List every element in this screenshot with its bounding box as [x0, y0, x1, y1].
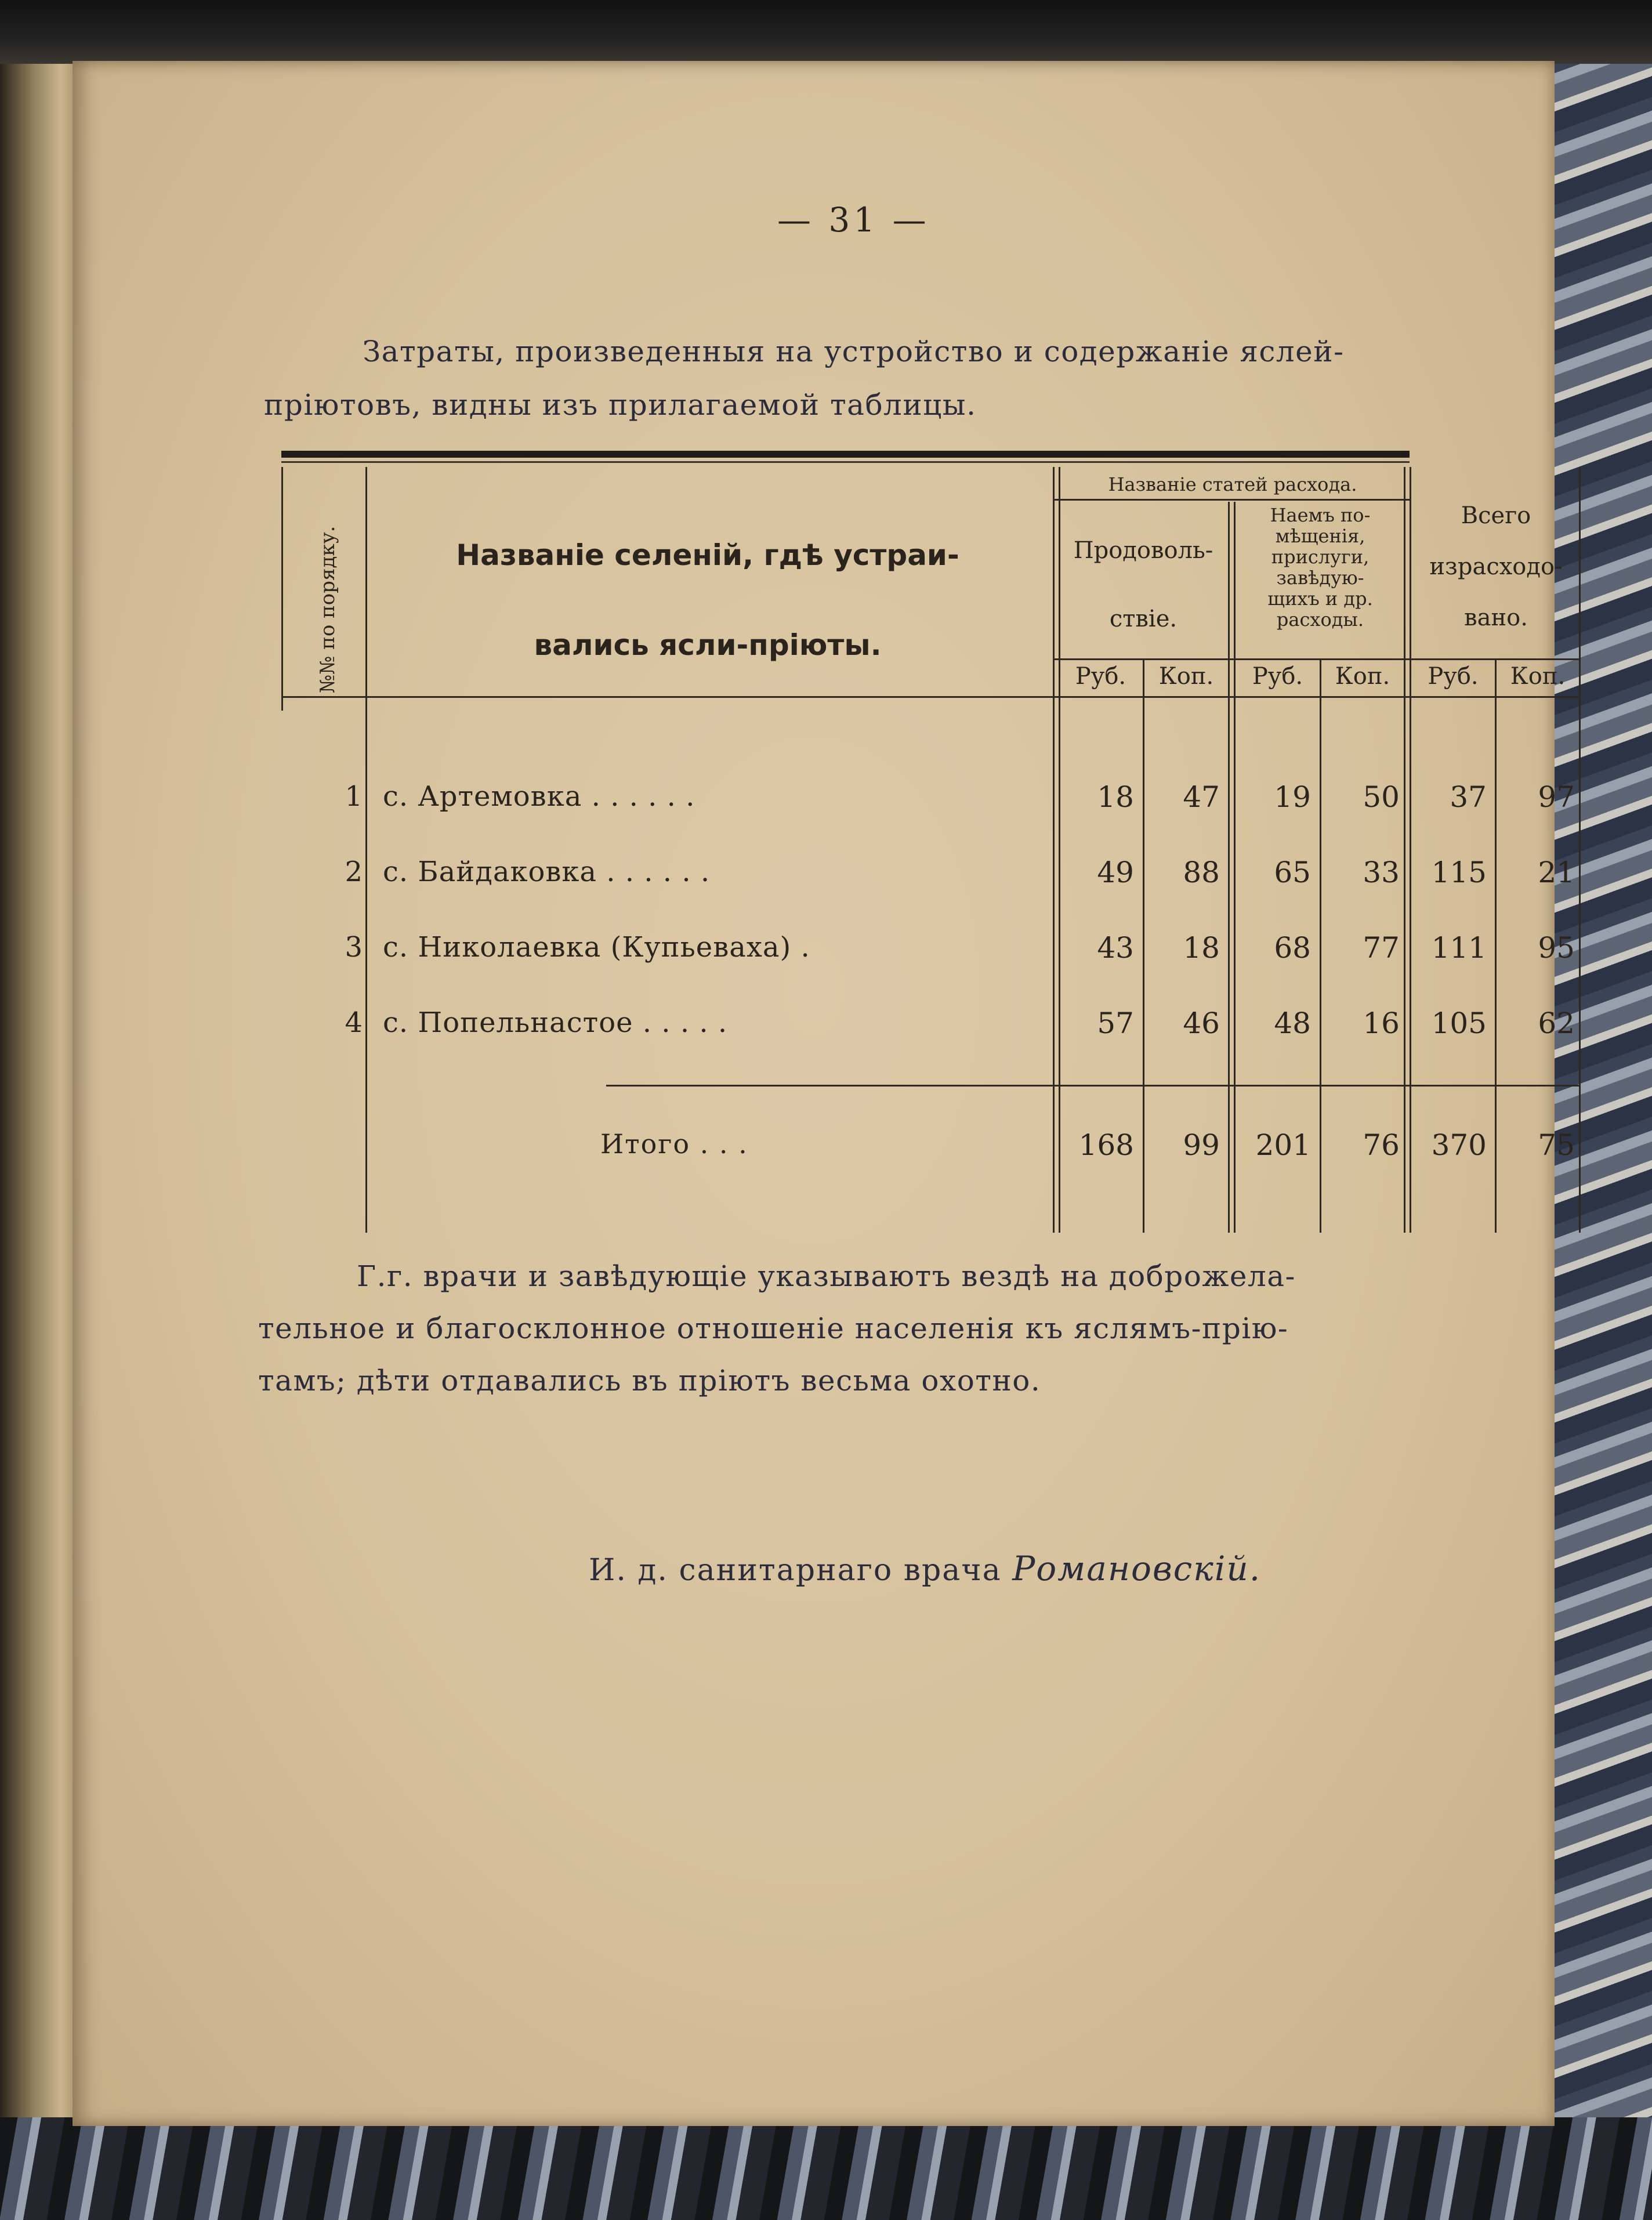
intro-paragraph	[264, 325, 1418, 432]
table-line	[281, 467, 283, 711]
intro-line-1: Затраты, произведенныя на устройство и содержаніе яслей-	[363, 335, 1345, 368]
book-bottom-edge	[0, 2117, 1652, 2220]
outro-line-1: Г.г. врачи и завѣдующіе указываютъ вездѣ на доброжела-	[357, 1259, 1296, 1293]
header-rub: Руб.	[1075, 663, 1126, 690]
table-line	[1228, 502, 1230, 1233]
outro-paragraph	[258, 1250, 1424, 1407]
book-top-edge	[0, 0, 1652, 64]
table-line	[606, 1085, 1581, 1087]
header-total: Всего израсходо- вано.	[1429, 502, 1563, 631]
header-rub: Руб.	[1252, 663, 1303, 690]
header-rub: Руб.	[1428, 663, 1479, 690]
header-num-col: №№ по порядку.	[316, 526, 339, 693]
header-rent: Наемъ по- мѣщенія, прислуги, завѣдую- щихъ и др. расходы.	[1267, 504, 1373, 631]
marbled-cover-edge	[1543, 64, 1652, 2135]
table-top-rule	[281, 451, 1410, 458]
signature	[589, 1549, 1261, 1588]
signature-name: Романовскій.	[1012, 1549, 1262, 1588]
table-line	[281, 696, 1581, 698]
outro-line-3: тамъ; дѣти отдавались въ пріютъ весьма охотно.	[258, 1364, 1041, 1397]
header-food: Продоволь- ствіе.	[1073, 537, 1213, 632]
header-expense-group: Названіе статей расхода.	[1108, 473, 1357, 495]
table-line	[365, 467, 367, 1233]
header-kop: Коп.	[1335, 663, 1390, 690]
table-line	[1053, 658, 1581, 660]
left-page-edge	[0, 64, 81, 2117]
intro-line-2: пріютовъ, видны изъ прилагаемой таблицы.	[264, 388, 977, 422]
table-top-rule-thin	[281, 461, 1410, 463]
page-number: — 31 —	[777, 200, 930, 240]
header-kop: Коп.	[1158, 663, 1214, 690]
header-kop: Коп.	[1510, 663, 1566, 690]
book-page	[73, 61, 1575, 2126]
outro-line-2: тельное и благосклонное отношеніе населенія къ яслямъ-прію-	[258, 1312, 1289, 1345]
table-line	[1053, 467, 1055, 1233]
table-line	[1053, 499, 1410, 501]
signature-prefix: И. д. санитарнаго врача	[589, 1553, 1002, 1588]
expense-table: №№ по порядку. Названіе селеній, гдѣ устраи- вались ясли-пріюты. Названіе статей расхода. Продоволь- ствіе. Наемъ по- мѣщенія, прислуги, завѣдую- щихъ и др. расходы. Всего израсходо- вано. Руб. Коп. Руб. Коп. Руб. Коп. 1 с. Артемовка . . . . . . 18 47 19 50 37 97 2 с. Байдаковка . . . . . . 49 88 65 33 115 21 3 с. Николаевка (Купьеваха) . 43 18 68 77 111 95 4 с. Попельнастое . . . . . 57 46 48 16 105 62 Итого . . . 168 99 201 76 370 75	[281, 467, 1383, 1233]
header-name-col: Названіе селеній, гдѣ устраи- вались ясли-пріюты.	[456, 538, 959, 662]
